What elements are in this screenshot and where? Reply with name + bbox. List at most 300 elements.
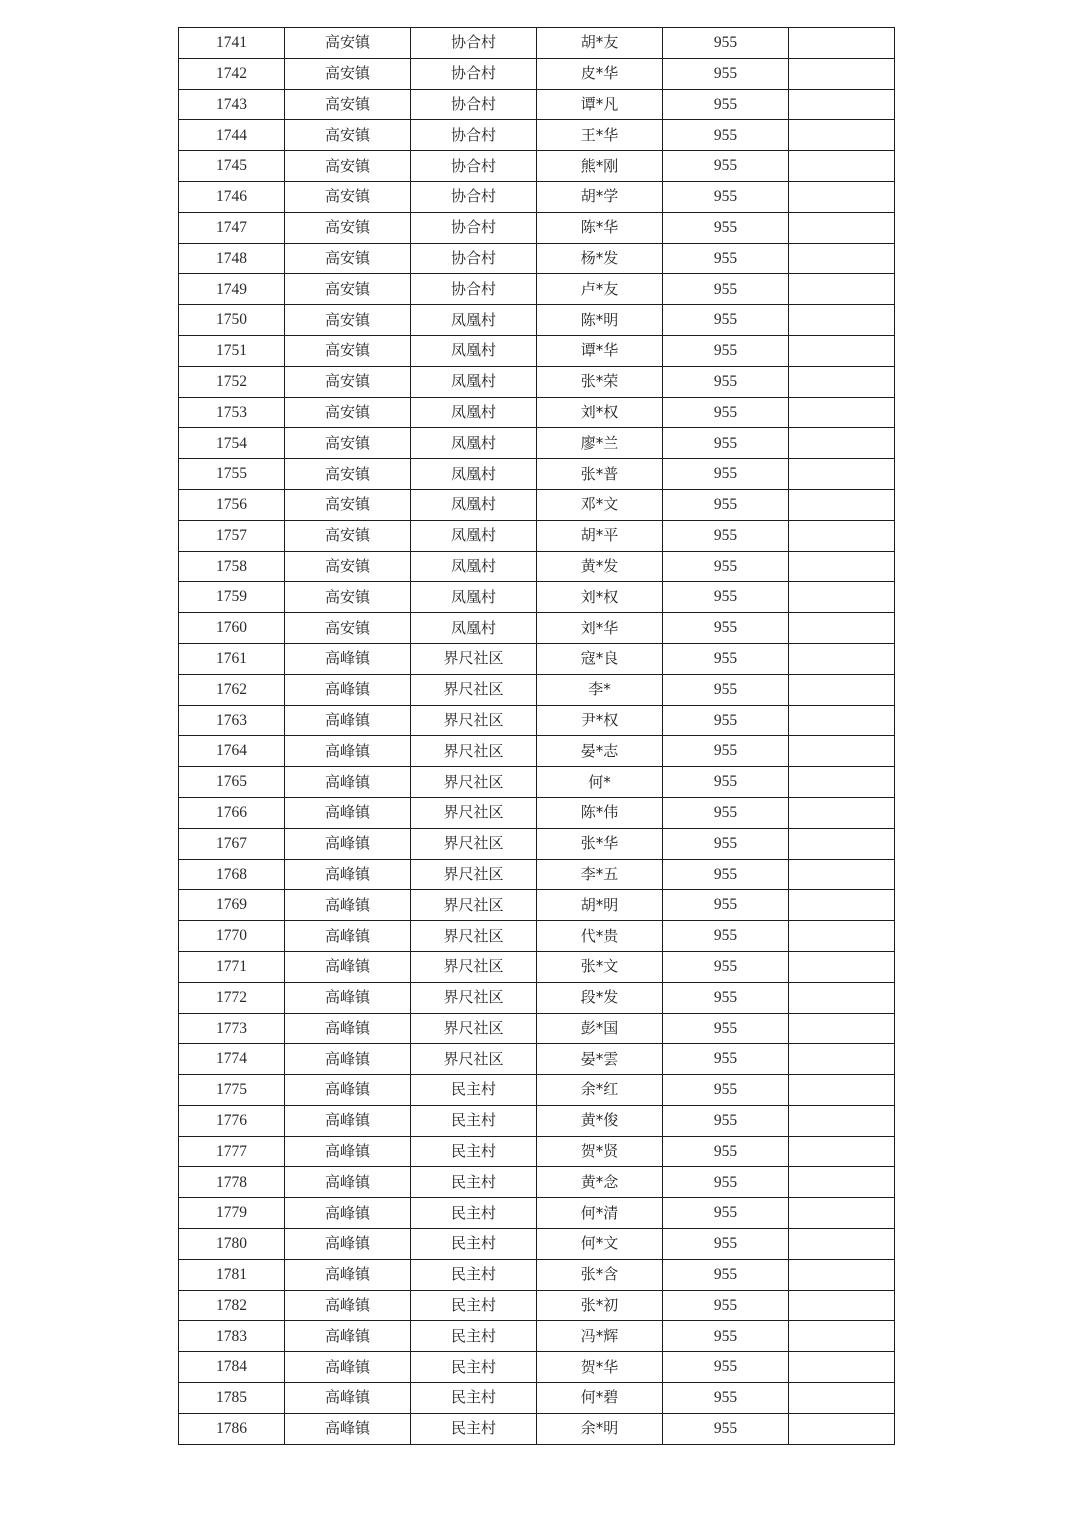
cell-name: 李*: [537, 674, 663, 705]
cell-amount: 955: [663, 28, 789, 59]
cell-name: 张*华: [537, 828, 663, 859]
cell-town: 高安镇: [285, 28, 411, 59]
cell-town: 高峰镇: [285, 1136, 411, 1167]
cell-serial-number: 1743: [179, 89, 285, 120]
cell-note: [789, 1229, 895, 1260]
cell-note: [789, 489, 895, 520]
cell-name: 陈*伟: [537, 797, 663, 828]
cell-village: 民主村: [411, 1198, 537, 1229]
cell-name: 余*明: [537, 1413, 663, 1444]
cell-village: 凤凰村: [411, 335, 537, 366]
cell-note: [789, 705, 895, 736]
cell-amount: 955: [663, 243, 789, 274]
roster-table: [178, 27, 895, 1445]
cell-town: 高峰镇: [285, 1383, 411, 1414]
cell-town: 高安镇: [285, 582, 411, 613]
cell-village: 民主村: [411, 1290, 537, 1321]
cell-name: 代*贵: [537, 921, 663, 952]
cell-serial-number: 1755: [179, 459, 285, 490]
cell-village: 界尺社区: [411, 859, 537, 890]
cell-note: [789, 520, 895, 551]
cell-note: [789, 921, 895, 952]
cell-serial-number: 1786: [179, 1413, 285, 1444]
cell-name: 余*红: [537, 1075, 663, 1106]
cell-amount: 955: [663, 797, 789, 828]
cell-serial-number: 1745: [179, 151, 285, 182]
cell-town: 高峰镇: [285, 1013, 411, 1044]
cell-amount: 955: [663, 335, 789, 366]
cell-town: 高峰镇: [285, 1105, 411, 1136]
table-row: [179, 305, 895, 336]
table-row: [179, 1290, 895, 1321]
cell-amount: 955: [663, 921, 789, 952]
cell-village: 民主村: [411, 1105, 537, 1136]
cell-serial-number: 1783: [179, 1321, 285, 1352]
cell-serial-number: 1746: [179, 181, 285, 212]
cell-town: 高安镇: [285, 335, 411, 366]
cell-name: 廖*兰: [537, 428, 663, 459]
table-row: [179, 890, 895, 921]
cell-village: 协合村: [411, 28, 537, 59]
cell-amount: 955: [663, 305, 789, 336]
cell-village: 界尺社区: [411, 767, 537, 798]
cell-town: 高峰镇: [285, 1229, 411, 1260]
cell-note: [789, 366, 895, 397]
cell-name: 贺*贤: [537, 1136, 663, 1167]
table-row: [179, 89, 895, 120]
table-row: [179, 58, 895, 89]
table-row: [179, 1413, 895, 1444]
table-row: [179, 674, 895, 705]
cell-serial-number: 1742: [179, 58, 285, 89]
cell-name: 王*华: [537, 120, 663, 151]
cell-amount: 955: [663, 89, 789, 120]
cell-name: 张*荣: [537, 366, 663, 397]
cell-village: 凤凰村: [411, 551, 537, 582]
table-row: [179, 1383, 895, 1414]
table-row: [179, 459, 895, 490]
cell-amount: 955: [663, 1321, 789, 1352]
cell-amount: 955: [663, 1259, 789, 1290]
cell-note: [789, 1259, 895, 1290]
cell-town: 高峰镇: [285, 1198, 411, 1229]
cell-town: 高安镇: [285, 613, 411, 644]
cell-town: 高安镇: [285, 181, 411, 212]
cell-name: 谭*凡: [537, 89, 663, 120]
cell-name: 黄*发: [537, 551, 663, 582]
cell-town: 高安镇: [285, 428, 411, 459]
cell-note: [789, 274, 895, 305]
cell-note: [789, 1105, 895, 1136]
cell-note: [789, 551, 895, 582]
cell-village: 界尺社区: [411, 951, 537, 982]
cell-name: 张*初: [537, 1290, 663, 1321]
cell-town: 高安镇: [285, 459, 411, 490]
cell-town: 高安镇: [285, 520, 411, 551]
cell-note: [789, 397, 895, 428]
cell-note: [789, 58, 895, 89]
cell-village: 民主村: [411, 1352, 537, 1383]
cell-town: 高峰镇: [285, 1321, 411, 1352]
cell-village: 界尺社区: [411, 1013, 537, 1044]
cell-town: 高安镇: [285, 305, 411, 336]
cell-village: 凤凰村: [411, 459, 537, 490]
cell-amount: 955: [663, 705, 789, 736]
cell-note: [789, 951, 895, 982]
cell-serial-number: 1779: [179, 1198, 285, 1229]
cell-amount: 955: [663, 890, 789, 921]
cell-amount: 955: [663, 459, 789, 490]
cell-amount: 955: [663, 151, 789, 182]
cell-serial-number: 1775: [179, 1075, 285, 1106]
cell-village: 凤凰村: [411, 489, 537, 520]
cell-village: 民主村: [411, 1136, 537, 1167]
cell-village: 协合村: [411, 120, 537, 151]
cell-serial-number: 1760: [179, 613, 285, 644]
cell-note: [789, 305, 895, 336]
cell-town: 高安镇: [285, 212, 411, 243]
table-row: [179, 1075, 895, 1106]
cell-village: 界尺社区: [411, 736, 537, 767]
table-row: [179, 921, 895, 952]
cell-village: 界尺社区: [411, 982, 537, 1013]
cell-village: 民主村: [411, 1167, 537, 1198]
table-row: [179, 1229, 895, 1260]
cell-note: [789, 1044, 895, 1075]
cell-name: 何*碧: [537, 1383, 663, 1414]
cell-amount: 955: [663, 828, 789, 859]
cell-serial-number: 1777: [179, 1136, 285, 1167]
cell-village: 协合村: [411, 89, 537, 120]
cell-village: 民主村: [411, 1383, 537, 1414]
cell-note: [789, 1167, 895, 1198]
cell-name: 彭*国: [537, 1013, 663, 1044]
table-row: [179, 613, 895, 644]
table-row: [179, 643, 895, 674]
cell-serial-number: 1753: [179, 397, 285, 428]
cell-village: 界尺社区: [411, 797, 537, 828]
table-row: [179, 151, 895, 182]
cell-name: 黄*俊: [537, 1105, 663, 1136]
cell-name: 陈*明: [537, 305, 663, 336]
cell-serial-number: 1750: [179, 305, 285, 336]
cell-amount: 955: [663, 582, 789, 613]
cell-amount: 955: [663, 428, 789, 459]
table-row: [179, 551, 895, 582]
cell-name: 李*五: [537, 859, 663, 890]
cell-village: 界尺社区: [411, 890, 537, 921]
cell-name: 皮*华: [537, 58, 663, 89]
cell-amount: 955: [663, 1044, 789, 1075]
cell-note: [789, 120, 895, 151]
cell-amount: 955: [663, 1075, 789, 1106]
cell-name: 冯*辉: [537, 1321, 663, 1352]
cell-town: 高峰镇: [285, 951, 411, 982]
cell-name: 晏*雲: [537, 1044, 663, 1075]
cell-name: 张*普: [537, 459, 663, 490]
cell-serial-number: 1762: [179, 674, 285, 705]
cell-serial-number: 1766: [179, 797, 285, 828]
cell-amount: 955: [663, 1229, 789, 1260]
cell-note: [789, 643, 895, 674]
cell-amount: 955: [663, 1167, 789, 1198]
cell-village: 协合村: [411, 58, 537, 89]
cell-amount: 955: [663, 613, 789, 644]
cell-note: [789, 1198, 895, 1229]
cell-note: [789, 890, 895, 921]
table-row: [179, 1105, 895, 1136]
cell-village: 凤凰村: [411, 428, 537, 459]
cell-town: 高安镇: [285, 243, 411, 274]
cell-name: 何*: [537, 767, 663, 798]
cell-serial-number: 1744: [179, 120, 285, 151]
cell-town: 高峰镇: [285, 982, 411, 1013]
cell-amount: 955: [663, 767, 789, 798]
cell-amount: 955: [663, 489, 789, 520]
cell-amount: 955: [663, 1290, 789, 1321]
cell-village: 界尺社区: [411, 921, 537, 952]
cell-note: [789, 335, 895, 366]
cell-town: 高安镇: [285, 274, 411, 305]
cell-village: 协合村: [411, 181, 537, 212]
cell-amount: 955: [663, 1352, 789, 1383]
cell-name: 黄*念: [537, 1167, 663, 1198]
cell-note: [789, 767, 895, 798]
cell-serial-number: 1776: [179, 1105, 285, 1136]
cell-village: 界尺社区: [411, 705, 537, 736]
cell-note: [789, 1013, 895, 1044]
cell-amount: 955: [663, 366, 789, 397]
cell-town: 高峰镇: [285, 767, 411, 798]
cell-serial-number: 1764: [179, 736, 285, 767]
cell-amount: 955: [663, 120, 789, 151]
cell-note: [789, 1413, 895, 1444]
cell-town: 高安镇: [285, 366, 411, 397]
cell-serial-number: 1741: [179, 28, 285, 59]
cell-note: [789, 243, 895, 274]
table-row: [179, 1167, 895, 1198]
cell-amount: 955: [663, 1013, 789, 1044]
table-row: [179, 397, 895, 428]
cell-serial-number: 1756: [179, 489, 285, 520]
cell-note: [789, 1321, 895, 1352]
cell-note: [789, 736, 895, 767]
cell-village: 民主村: [411, 1321, 537, 1352]
cell-amount: 955: [663, 1105, 789, 1136]
cell-serial-number: 1781: [179, 1259, 285, 1290]
table-row: [179, 212, 895, 243]
cell-name: 何*清: [537, 1198, 663, 1229]
cell-village: 凤凰村: [411, 582, 537, 613]
cell-name: 张*含: [537, 1259, 663, 1290]
cell-town: 高峰镇: [285, 921, 411, 952]
cell-town: 高安镇: [285, 551, 411, 582]
cell-town: 高峰镇: [285, 890, 411, 921]
cell-town: 高安镇: [285, 89, 411, 120]
cell-name: 贺*华: [537, 1352, 663, 1383]
cell-serial-number: 1754: [179, 428, 285, 459]
cell-town: 高峰镇: [285, 797, 411, 828]
cell-note: [789, 181, 895, 212]
cell-name: 刘*权: [537, 582, 663, 613]
cell-name: 卢*友: [537, 274, 663, 305]
table-row: [179, 1352, 895, 1383]
table-row: [179, 335, 895, 366]
cell-serial-number: 1769: [179, 890, 285, 921]
cell-serial-number: 1763: [179, 705, 285, 736]
cell-town: 高峰镇: [285, 1352, 411, 1383]
cell-village: 界尺社区: [411, 1044, 537, 1075]
cell-village: 凤凰村: [411, 366, 537, 397]
cell-note: [789, 28, 895, 59]
cell-note: [789, 212, 895, 243]
cell-serial-number: 1771: [179, 951, 285, 982]
roster-table-body: [179, 28, 895, 1445]
cell-serial-number: 1778: [179, 1167, 285, 1198]
cell-note: [789, 1383, 895, 1414]
table-row: [179, 1198, 895, 1229]
document-page: [178, 27, 894, 1445]
cell-town: 高峰镇: [285, 1413, 411, 1444]
cell-village: 民主村: [411, 1075, 537, 1106]
cell-name: 晏*志: [537, 736, 663, 767]
cell-village: 凤凰村: [411, 613, 537, 644]
cell-serial-number: 1751: [179, 335, 285, 366]
cell-amount: 955: [663, 58, 789, 89]
cell-serial-number: 1757: [179, 520, 285, 551]
cell-amount: 955: [663, 181, 789, 212]
cell-village: 凤凰村: [411, 305, 537, 336]
cell-note: [789, 1352, 895, 1383]
cell-town: 高峰镇: [285, 1044, 411, 1075]
cell-serial-number: 1761: [179, 643, 285, 674]
table-row: [179, 181, 895, 212]
cell-village: 民主村: [411, 1229, 537, 1260]
cell-town: 高峰镇: [285, 736, 411, 767]
table-row: [179, 28, 895, 59]
cell-name: 刘*权: [537, 397, 663, 428]
table-row: [179, 1044, 895, 1075]
table-row: [179, 767, 895, 798]
cell-note: [789, 582, 895, 613]
table-row: [179, 797, 895, 828]
cell-note: [789, 1290, 895, 1321]
cell-note: [789, 151, 895, 182]
cell-town: 高安镇: [285, 120, 411, 151]
table-row: [179, 1136, 895, 1167]
cell-serial-number: 1747: [179, 212, 285, 243]
cell-village: 协合村: [411, 151, 537, 182]
cell-note: [789, 428, 895, 459]
cell-name: 胡*明: [537, 890, 663, 921]
cell-serial-number: 1768: [179, 859, 285, 890]
cell-amount: 955: [663, 212, 789, 243]
cell-town: 高峰镇: [285, 705, 411, 736]
table-row: [179, 1013, 895, 1044]
cell-village: 凤凰村: [411, 397, 537, 428]
table-row: [179, 243, 895, 274]
cell-amount: 955: [663, 1413, 789, 1444]
cell-name: 杨*发: [537, 243, 663, 274]
cell-village: 民主村: [411, 1413, 537, 1444]
cell-town: 高安镇: [285, 397, 411, 428]
table-row: [179, 982, 895, 1013]
cell-serial-number: 1774: [179, 1044, 285, 1075]
cell-note: [789, 674, 895, 705]
cell-village: 界尺社区: [411, 828, 537, 859]
cell-note: [789, 89, 895, 120]
cell-village: 民主村: [411, 1259, 537, 1290]
cell-village: 界尺社区: [411, 643, 537, 674]
cell-town: 高峰镇: [285, 1290, 411, 1321]
cell-serial-number: 1748: [179, 243, 285, 274]
cell-serial-number: 1785: [179, 1383, 285, 1414]
cell-note: [789, 459, 895, 490]
cell-town: 高峰镇: [285, 643, 411, 674]
cell-amount: 955: [663, 274, 789, 305]
cell-amount: 955: [663, 520, 789, 551]
cell-town: 高峰镇: [285, 859, 411, 890]
cell-amount: 955: [663, 397, 789, 428]
cell-note: [789, 982, 895, 1013]
cell-name: 尹*权: [537, 705, 663, 736]
cell-amount: 955: [663, 1136, 789, 1167]
cell-village: 凤凰村: [411, 520, 537, 551]
cell-name: 谭*华: [537, 335, 663, 366]
cell-amount: 955: [663, 951, 789, 982]
cell-town: 高峰镇: [285, 1259, 411, 1290]
cell-name: 邓*文: [537, 489, 663, 520]
cell-name: 刘*华: [537, 613, 663, 644]
cell-town: 高峰镇: [285, 674, 411, 705]
cell-note: [789, 1075, 895, 1106]
cell-serial-number: 1773: [179, 1013, 285, 1044]
cell-name: 张*文: [537, 951, 663, 982]
cell-serial-number: 1782: [179, 1290, 285, 1321]
cell-amount: 955: [663, 674, 789, 705]
table-row: [179, 366, 895, 397]
cell-name: 胡*学: [537, 181, 663, 212]
cell-serial-number: 1780: [179, 1229, 285, 1260]
cell-name: 寇*良: [537, 643, 663, 674]
table-row: [179, 274, 895, 305]
cell-amount: 955: [663, 982, 789, 1013]
cell-town: 高峰镇: [285, 1167, 411, 1198]
table-row: [179, 736, 895, 767]
cell-town: 高安镇: [285, 151, 411, 182]
table-row: [179, 1321, 895, 1352]
cell-town: 高安镇: [285, 489, 411, 520]
cell-note: [789, 828, 895, 859]
table-row: [179, 1259, 895, 1290]
cell-name: 何*文: [537, 1229, 663, 1260]
cell-serial-number: 1767: [179, 828, 285, 859]
cell-village: 协合村: [411, 274, 537, 305]
cell-serial-number: 1765: [179, 767, 285, 798]
cell-note: [789, 859, 895, 890]
cell-note: [789, 797, 895, 828]
cell-village: 协合村: [411, 243, 537, 274]
table-row: [179, 428, 895, 459]
cell-serial-number: 1749: [179, 274, 285, 305]
cell-serial-number: 1758: [179, 551, 285, 582]
table-row: [179, 859, 895, 890]
cell-serial-number: 1784: [179, 1352, 285, 1383]
cell-amount: 955: [663, 1383, 789, 1414]
cell-amount: 955: [663, 1198, 789, 1229]
table-row: [179, 828, 895, 859]
cell-serial-number: 1770: [179, 921, 285, 952]
